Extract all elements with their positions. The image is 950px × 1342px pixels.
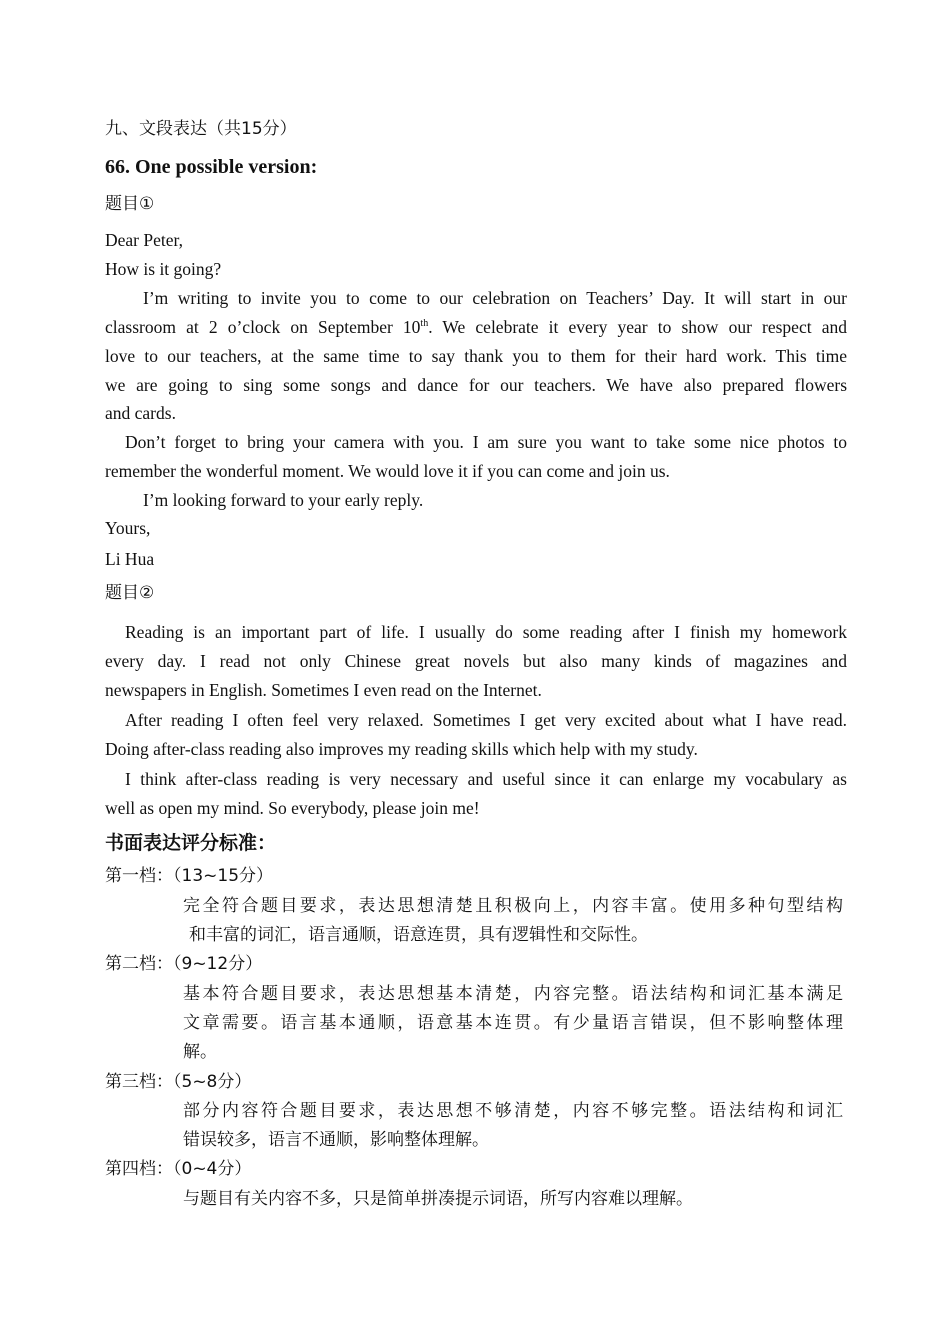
rubric-level-text: 部分内容符合题目要求，表达思想不够清楚，内容不够完整。语法结构和词汇 xyxy=(183,1101,843,1121)
essay-paragraph-line: newspapers in English. Sometimes I even read on the Internet. xyxy=(105,680,542,700)
letter-text-fragment: classroom at 2 o’clock on September 10 xyxy=(105,317,421,337)
rubric-level-text: 文章需要。语言基本通顺，语意基本连贯。有少量语言错误，但不影响整体理 xyxy=(183,1013,843,1033)
letter-salutation: Dear Peter, xyxy=(105,230,184,250)
letter-signature: Li Hua xyxy=(105,549,155,569)
rubric-level-label: 第四档：（0~4分） xyxy=(105,1159,252,1179)
essay-paragraph-line: well as open my mind. So everybody, please join me! xyxy=(105,798,480,818)
topic2-label: 题目② xyxy=(105,583,155,603)
essay-paragraph-line: every day. I read not only Chinese great novels but also many kinds of magazines and xyxy=(105,651,847,671)
letter-paragraph-line: I’m writing to invite you to come to our celebration on Teachers’ Day. It will start in our xyxy=(143,288,847,308)
rubric-level-text: 与题目有关内容不多，只是简单拼凑提示词语，所写内容难以理解。 xyxy=(183,1189,693,1209)
letter-paragraph-line: and cards. xyxy=(105,403,176,423)
essay-paragraph-line: Doing after-class reading also improves my reading skills which help with my study. xyxy=(105,739,698,759)
letter-closing: Yours, xyxy=(105,518,151,538)
rubric-title: 书面表达评分标准： xyxy=(105,832,277,854)
topic1-label: 题目① xyxy=(105,194,155,214)
essay-paragraph-line: I think after-class reading is very necessary and useful since it can enlarge my vocabulary as xyxy=(125,769,847,789)
rubric-level-label: 第二档：（9~12分） xyxy=(105,954,263,974)
letter-paragraph-line: we are going to sing some songs and dance for our teachers. We have also prepared flowers xyxy=(105,375,847,395)
rubric-level-label: 第三档：（5~8分） xyxy=(105,1072,252,1092)
letter-paragraph-line: I’m looking forward to your early reply. xyxy=(143,490,424,510)
question-title: 66. One possible version: xyxy=(105,156,318,178)
letter-paragraph-line: love to our teachers, at the same time to say thank you to them for their hard work. This time xyxy=(105,346,847,366)
essay-paragraph-line: After reading I often feel very relaxed. Sometimes I get very excited about what I have read. xyxy=(125,710,847,730)
rubric-level-text: 和丰富的词汇，语言通顺，语意连贯，具有逻辑性和交际性。 xyxy=(189,925,648,945)
section-heading: 九、文段表达（共15分） xyxy=(105,119,297,139)
rubric-level-text: 解。 xyxy=(183,1042,217,1062)
letter-paragraph-line: Don’t forget to bring your camera with you. I am sure you want to take some nice photos to xyxy=(125,432,847,452)
rubric-level-text: 错误较多，语言不通顺，影响整体理解。 xyxy=(183,1130,489,1150)
letter-greeting: How is it going? xyxy=(105,259,222,279)
rubric-level-text: 基本符合题目要求，表达思想基本清楚，内容完整。语法结构和词汇基本满足 xyxy=(183,984,843,1004)
ordinal-superscript: th xyxy=(420,318,429,330)
letter-paragraph-line xyxy=(105,316,847,338)
rubric-level-label: 第一档：（13~15分） xyxy=(105,866,274,886)
letter-text-fragment: . We celebrate it every year to show our respect and xyxy=(428,317,847,337)
essay-paragraph-line: Reading is an important part of life. I usually do some reading after I finish my homework xyxy=(125,622,847,642)
rubric-level-text: 完全符合题目要求，表达思想清楚且积极向上，内容丰富。使用多种句型结构 xyxy=(183,896,843,916)
letter-paragraph-line: remember the wonderful moment. We would love it if you can come and join us. xyxy=(105,461,670,481)
